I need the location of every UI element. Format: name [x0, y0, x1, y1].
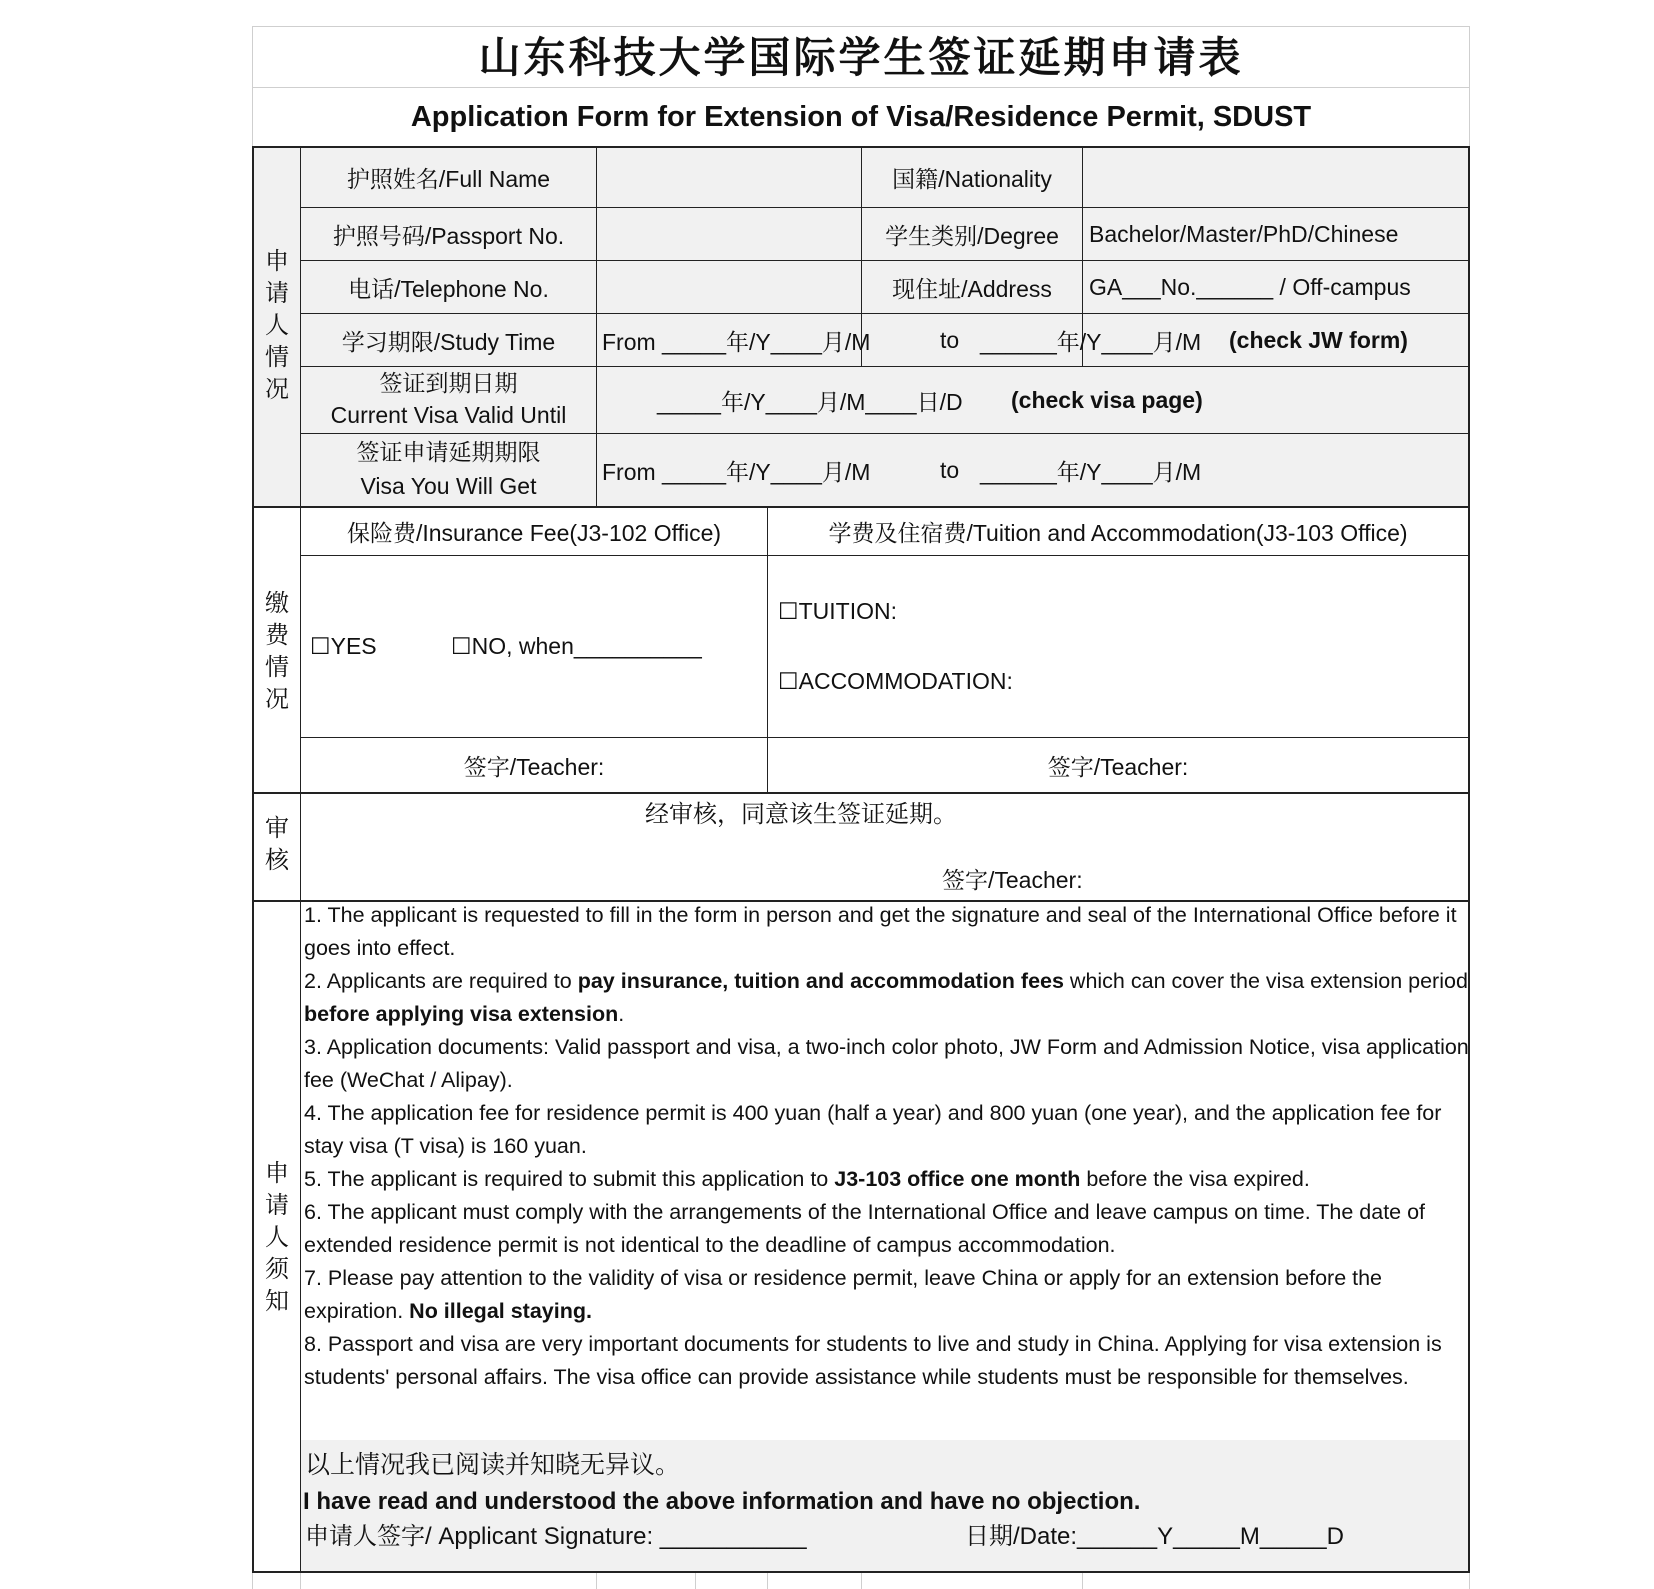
acknowledgement-en: I have read and understood the above information and have no objection. [303, 1488, 1141, 1515]
nationality-field[interactable] [1083, 148, 1468, 207]
section1-side-label: 申请人情况 [265, 247, 289, 403]
study-time-to-label: to [940, 326, 960, 353]
address-label: 现住址/Address [892, 275, 1052, 302]
study-time-to-field[interactable]: ______年/Y____月/M [980, 328, 1202, 355]
grid-line [300, 1572, 301, 1589]
notes-list [304, 899, 1470, 1394]
grid-line [1469, 1572, 1470, 1589]
approval-text: 经审核，同意该生签证延期。 [645, 800, 957, 828]
note-4: 4. The application fee for residence permit is 400 yuan (half a year) and 800 yuan (one year), and the application fee for stay visa (T visa) is 160 yuan. [304, 1101, 1442, 1158]
note-6: 6. The applicant must comply with the arrangements of the International Office and leave campus on time. The date of extended residence permit is not identical to the deadline of campus accommodation. [304, 1200, 1426, 1257]
note-3: 3. Application documents: Valid passport and visa, a two-inch color photo, JW Form and Admission Notice, visa application fee (WeChat / Alipay). [304, 1035, 1469, 1092]
tuition-teacher-signature[interactable]: 签字/Teacher: [1047, 753, 1189, 780]
grid-line [767, 1572, 768, 1589]
section2-side-label: 缴费情况 [265, 589, 289, 713]
visa-valid-label [301, 367, 596, 433]
visa-get-to-field[interactable]: ______年/Y____月/M [980, 458, 1202, 485]
note-7: 7. Please pay attention to the validity of visa or residence permit, leave China or apply for an extension before the expiration. No illegal staying. [304, 1266, 1383, 1323]
note-1: 1. The applicant is requested to fill in the form in person and get the signature and seal of the International Office before it goes into effect. [304, 903, 1457, 960]
grid-line [861, 1572, 862, 1589]
accommodation-checkbox[interactable]: ☐ACCOMMODATION: [778, 667, 1013, 694]
insurance-header: 保险费/Insurance Fee(J3-102 Office) [346, 520, 722, 546]
visa-get-to-label: to [940, 456, 960, 483]
insurance-teacher-signature[interactable]: 签字/Teacher: [463, 753, 605, 780]
passport-field[interactable] [597, 208, 861, 260]
nationality-label: 国籍/Nationality [892, 166, 1052, 192]
approval-teacher-signature[interactable]: 签字/Teacher: [942, 866, 1083, 893]
visa-valid-note: (check visa page) [1011, 386, 1203, 413]
study-time-note: (check JW form) [1229, 326, 1408, 353]
note-8: 8. Passport and visa are very important documents for students to live and study in China. Applying for visa extension is students' personal affairs. The visa office can provide assistance while students must be responsible for themselves. [304, 1332, 1442, 1389]
grid-line [252, 1572, 253, 1589]
grid-line [252, 26, 1470, 27]
applicant-signature-field[interactable]: 申请人签字/ Applicant Signature: ___________ [305, 1523, 807, 1550]
telephone-field[interactable] [597, 261, 861, 313]
passport-label: 护照号码/Passport No. [332, 222, 565, 249]
visa-get-from-field[interactable]: From _____年/Y____月/M [602, 458, 871, 485]
note-2: 2. Applicants are required to pay insurance, tuition and accommodation fees which can cover the visa extension period before applying visa extension. [304, 969, 1468, 1026]
acknowledgement-zh: 以上情况我已阅读并知晓无异议。 [305, 1450, 681, 1479]
grid-line [695, 1572, 696, 1589]
telephone-label: 电话/Telephone No. [348, 275, 549, 302]
insurance-yes-checkbox[interactable]: ☐YES [310, 632, 377, 659]
insurance-no-checkbox[interactable]: ☐NO, when__________ [451, 632, 702, 659]
note-5: 5. The applicant is required to submit this application to J3-103 office one month before the visa expired. [304, 1167, 1310, 1191]
grid-line [252, 87, 1470, 88]
visa-get-label-en: Visa You Will Get [360, 473, 537, 499]
section3-side-label: 审核 [265, 814, 289, 874]
visa-get-label-zh: 签证申请延期期限 [356, 440, 541, 466]
visa-valid-field[interactable]: _____年/Y____月/M____日/D [657, 388, 963, 415]
address-field[interactable]: GA___No.______ / Off-campus [1089, 273, 1411, 300]
tuition-header: 学费及住宿费/Tuition and Accommodation(J3-103 Office) [828, 520, 1408, 546]
full-name-field[interactable] [597, 148, 861, 207]
full-name-label: 护照姓名/Full Name [346, 166, 551, 192]
degree-field[interactable]: Bachelor/Master/PhD/Chinese [1089, 220, 1399, 247]
degree-label: 学生类别/Degree [885, 222, 1059, 249]
grid-line [1082, 1572, 1083, 1589]
visa-valid-label-en: Current Visa Valid Until [330, 402, 567, 428]
grid-line [596, 1572, 597, 1589]
tuition-checkbox[interactable]: ☐TUITION: [778, 597, 897, 624]
date-field[interactable]: 日期/Date:______Y_____M_____D [965, 1523, 1344, 1550]
form-title-chinese: 山东科技大学国际学生签证延期申请表 [478, 33, 1244, 82]
study-time-label: 学习期限/Study Time [341, 328, 556, 355]
section4-side-label: 申请人须知 [265, 1159, 289, 1315]
form-title-english: Application Form for Extension of Visa/Residence Permit, SDUST [410, 101, 1312, 133]
visa-get-label [301, 434, 596, 506]
study-time-from-field[interactable]: From _____年/Y____月/M [602, 328, 871, 355]
visa-valid-label-zh: 签证到期日期 [379, 371, 518, 397]
